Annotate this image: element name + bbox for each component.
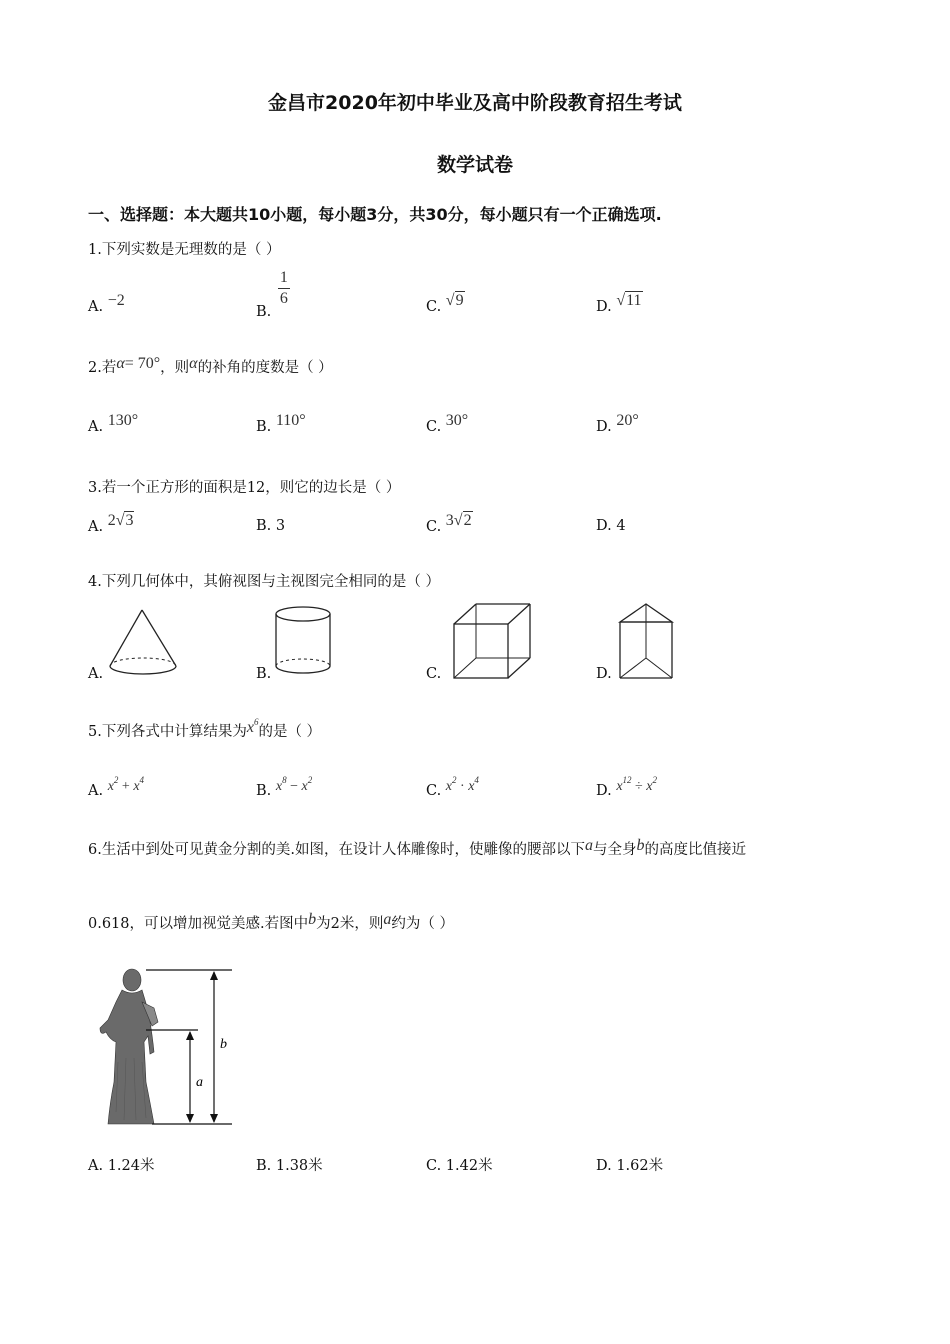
option-label: B. [256,518,272,534]
q1-option-a[interactable] [88,292,125,316]
q1-option-c[interactable] [426,292,465,316]
question-6-stem-line1 [88,838,746,859]
page-title: 金昌市2020年初中毕业及高中阶段教育招生考试 [268,92,682,114]
option-value: 110° [275,412,306,429]
q5-option-d[interactable] [596,775,657,800]
q2-option-a[interactable] [88,412,139,436]
option-value: −2 [107,292,125,309]
stem-text: 为2米，则 [316,916,384,932]
option-value: 130° [107,412,139,429]
expression: $x^2 \cdot x^4$ [445,775,479,794]
label-b: b [220,1037,227,1052]
radicand: 11 [626,292,642,309]
question-5-stem [88,717,322,741]
option-value: 1.38米 [275,1158,323,1174]
option-label: A. [88,299,104,315]
q3-option-d[interactable] [596,518,626,534]
option-label: C. [426,299,442,315]
option-label: A. [88,419,104,435]
radicand: 2 [463,512,472,529]
stem-text: 与全身 [592,842,637,858]
option-value: 1.24米 [107,1158,155,1174]
sqrt [454,512,473,530]
sqrt [116,512,135,530]
option-label: C. [426,783,442,799]
equation: = 70° [124,355,161,372]
option-label: D. [596,783,612,799]
option-label: B. [256,304,272,320]
radicand: 9 [455,292,464,309]
stem-text: 0.618，可以增加视觉美感.若图中 [88,916,309,932]
option-label: B. [256,783,272,799]
expression: $x^2 + x^4$ [107,775,145,794]
radical-sign: √ [445,292,455,309]
statue-figure [96,962,246,1132]
stem-text: 约为（ ） [391,916,454,932]
q5-option-b[interactable] [256,775,313,800]
stem-text: 6.生活中到处可见黄金分割的美.如图，在设计人体雕像时，使雕像的腰部以下 [88,842,585,858]
option-label: A. [88,1158,104,1174]
q6-option-a[interactable] [88,1154,155,1175]
q1-option-d[interactable] [596,292,643,316]
var-b: b [636,837,645,854]
option-label: B. [256,419,272,435]
q6-option-b[interactable] [256,1154,323,1175]
q5-option-a[interactable] [88,775,145,800]
expression: $x^{12} \div x^2$ [616,775,657,794]
q3-option-b[interactable] [256,518,285,534]
var-a: a [584,837,593,854]
option-label: D. [596,419,612,435]
coefficient: 3 [445,512,454,529]
q3-option-c[interactable] [426,512,473,536]
sqrt [616,292,642,310]
prism-figure [614,600,678,682]
q4-option-d-label[interactable]: D. [596,666,612,682]
label-a: a [196,1075,203,1090]
question-6-stem-line2 [88,912,454,933]
var-a: a [383,911,392,928]
q2-option-b[interactable] [256,412,306,436]
q1-option-b[interactable] [256,268,290,320]
coefficient: 2 [107,512,116,529]
cube-figure [448,600,534,682]
fraction [278,268,290,309]
q2-option-c[interactable] [426,412,469,436]
stem-text: 的高度比值接近 [644,842,746,858]
expression: $x^8 - x^2$ [275,775,313,794]
sqrt [446,292,465,310]
option-value: 1.42米 [445,1158,493,1174]
option-label: C. [426,419,442,435]
alpha-symbol: α [189,355,198,372]
question-1-stem: 1.下列实数是无理数的是（ ） [88,242,281,258]
option-value: 20° [616,412,639,429]
q5-option-c[interactable] [426,775,479,800]
option-value: 3 [275,518,286,534]
fraction-numerator: 1 [278,268,290,289]
q2-option-d[interactable] [596,412,639,436]
option-label: D. [596,299,612,315]
option-value: 4 [616,518,626,534]
q3-option-a[interactable] [88,512,134,536]
stem-text: ，则 [160,360,190,376]
option-label: D. [596,1158,612,1174]
radical-sign: √ [616,292,626,309]
stem-text: 的补角的度数是（ ） [197,360,333,376]
option-value: 1.62米 [616,1158,664,1174]
fraction-denominator: 6 [279,290,288,307]
cylinder-figure [270,604,340,682]
q6-option-d[interactable] [596,1154,663,1175]
radicand: 3 [125,512,134,529]
option-label: D. [596,518,612,534]
section-heading: 一、选择题：本大题共10小题，每小题3分，共30分，每小题只有一个正确选项. [88,205,662,224]
q6-option-c[interactable] [426,1154,493,1175]
option-label: C. [426,1158,442,1174]
cone-figure [100,606,190,680]
alpha-symbol: α [116,355,125,372]
radical-sign: √ [453,512,463,529]
stem-text: 2.若 [88,360,117,376]
question-4-stem: 4.下列几何体中，其俯视图与主视图完全相同的是（ ） [88,574,440,590]
question-3-stem: 3.若一个正方形的面积是12，则它的边长是（ ） [88,480,401,496]
q4-option-c-label[interactable]: C. [426,666,442,682]
q4-option-b-label[interactable]: B. [256,666,272,682]
q4-option-a-label[interactable]: A. [88,666,104,682]
option-label: C. [426,519,442,535]
radical-sign: √ [115,512,125,529]
option-label: B. [256,1158,272,1174]
stem-text: 的是（ ） [258,724,322,740]
option-value: 30° [445,412,469,429]
question-2-stem [88,356,333,377]
page-subtitle: 数学试卷 [436,154,513,176]
stem-text: 5.下列各式中计算结果为 [88,724,247,740]
var-b: b [308,911,317,928]
option-label: A. [88,519,104,535]
option-label: A. [88,783,104,799]
x-power-6: $x^6$ [246,717,259,736]
